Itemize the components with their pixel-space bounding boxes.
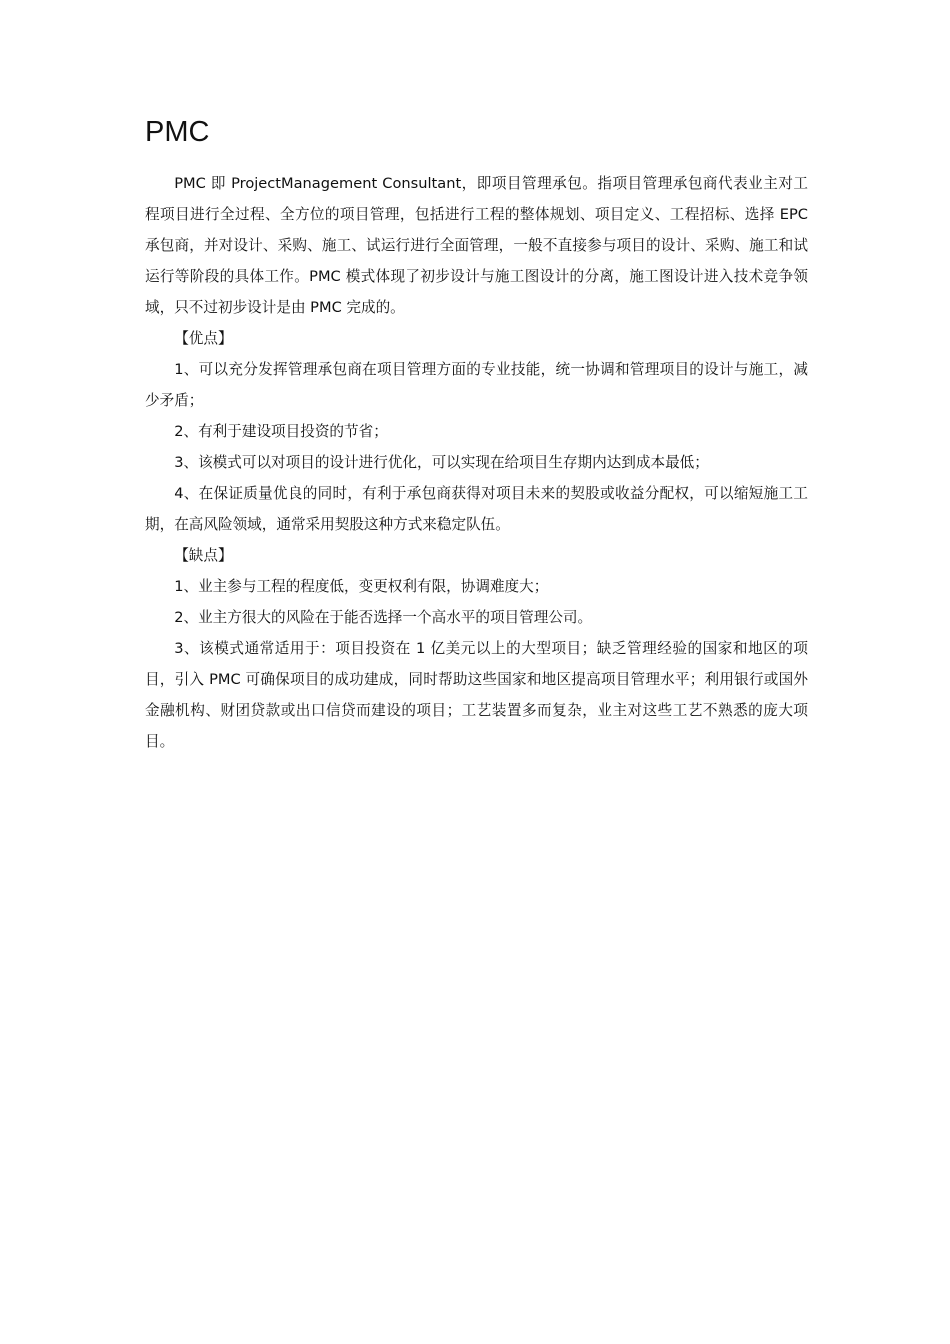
disadvantage-item-3: 3、该模式通常适用于：项目投资在 1 亿美元以上的大型项目；缺乏管理经验的国家和地区的项目，引入 PMC 可确保项目的成功建成，同时帮助这些国家和地区提高项目管理水平；利用银行或国外金融机构、财团贷款或出口信贷而建设的项目；工艺装置多而复杂，业主对这些工艺不熟悉的庞大项目。 bbox=[145, 640, 808, 750]
document-title: PMC bbox=[145, 116, 210, 148]
disadvantage-item-2: 2、业主方很大的风险在于能否选择一个高水平的项目管理公司。 bbox=[174, 609, 593, 626]
advantage-item-4: 4、在保证质量优良的同时，有利于承包商获得对项目未来的契股或收益分配权，可以缩短施工工期，在高风险领域，通常采用契股这种方式来稳定队伍。 bbox=[145, 485, 808, 533]
disadvantage-item-1: 1、业主参与工程的程度低，变更权利有限，协调难度大； bbox=[174, 578, 549, 595]
advantage-item-3: 3、该模式可以对项目的设计进行优化，可以实现在给项目生存期内达到成本最低； bbox=[174, 454, 709, 471]
advantage-item-2: 2、有利于建设项目投资的节省； bbox=[174, 423, 388, 440]
intro-paragraph: PMC 即 ProjectManagement Consultant，即项目管理承包。指项目管理承包商代表业主对工程项目进行全过程、全方位的项目管理，包括进行工程的整体规划、项目定义、工程招标、选择 EPC 承包商，并对设计、采购、施工、试运行进行全面管理，一般不直接参与项目的设计、采购、施工和试运行等阶段的具体工作。PMC 模式体现了初步设计与施工图设计的分离，施工图设计进入技术竞争领域，只不过初步设计是由 PMC 完成的。 bbox=[145, 175, 808, 316]
advantages-heading: 【优点】 bbox=[174, 330, 233, 347]
document-body bbox=[145, 110, 808, 757]
disadvantages-heading: 【缺点】 bbox=[174, 547, 233, 564]
advantage-item-1: 1、可以充分发挥管理承包商在项目管理方面的专业技能，统一协调和管理项目的设计与施工，减少矛盾； bbox=[145, 361, 808, 409]
